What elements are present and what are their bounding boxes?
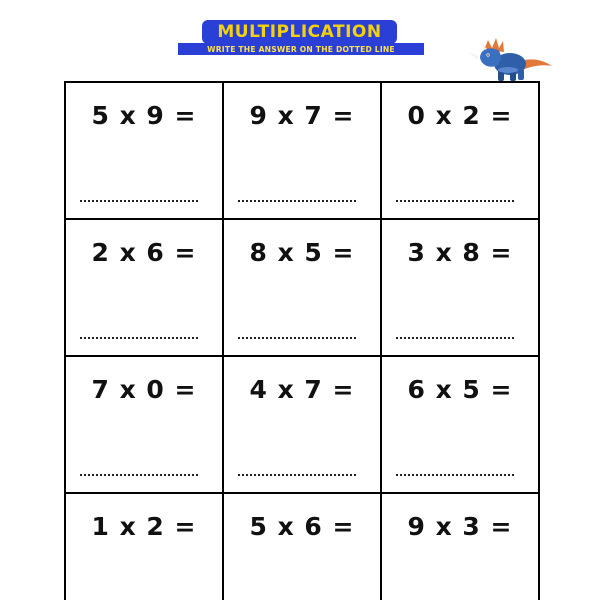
- problem-cell: [224, 83, 382, 220]
- problem-cell: [382, 83, 540, 220]
- problem-cell: [66, 83, 224, 220]
- problem-cell: [66, 357, 224, 494]
- problem-text: 5 x 9 =: [91, 101, 197, 130]
- problem-text: 0 x 2 =: [407, 101, 513, 130]
- problem-text: 6 x 5 =: [407, 375, 513, 404]
- problem-text: 8 x 5 =: [249, 238, 355, 267]
- problem-text: 4 x 7 =: [249, 375, 355, 404]
- problem-text: 5 x 6 =: [249, 512, 355, 541]
- problem-cell: [224, 494, 382, 600]
- subtitle-banner: [178, 43, 424, 55]
- problem-cell: [382, 494, 540, 600]
- problem-text: 7 x 0 =: [91, 375, 197, 404]
- answer-line[interactable]: [396, 337, 514, 339]
- answer-line[interactable]: [80, 337, 198, 339]
- problem-cell: [382, 220, 540, 357]
- title-banner: [202, 20, 397, 44]
- answer-line[interactable]: [396, 200, 514, 202]
- answer-line[interactable]: [396, 474, 514, 476]
- dinosaur-icon: [466, 36, 554, 84]
- problem-text: 2 x 6 =: [91, 238, 197, 267]
- problem-text: 3 x 8 =: [407, 238, 513, 267]
- problem-text: 9 x 7 =: [249, 101, 355, 130]
- answer-line[interactable]: [238, 474, 356, 476]
- problem-cell: [66, 220, 224, 357]
- problem-text: 1 x 2 =: [91, 512, 197, 541]
- problem-cell: [66, 494, 224, 600]
- problem-grid: [64, 81, 540, 600]
- worksheet-title: MULTIPLICATION: [217, 22, 382, 42]
- answer-line[interactable]: [238, 337, 356, 339]
- answer-line[interactable]: [80, 474, 198, 476]
- answer-line[interactable]: [238, 200, 356, 202]
- problem-cell: [224, 220, 382, 357]
- answer-line[interactable]: [80, 200, 198, 202]
- problem-cell: [382, 357, 540, 494]
- worksheet-instructions: WRITE THE ANSWER ON THE DOTTED LINE: [207, 44, 395, 54]
- problem-text: 9 x 3 =: [407, 512, 513, 541]
- problem-cell: [224, 357, 382, 494]
